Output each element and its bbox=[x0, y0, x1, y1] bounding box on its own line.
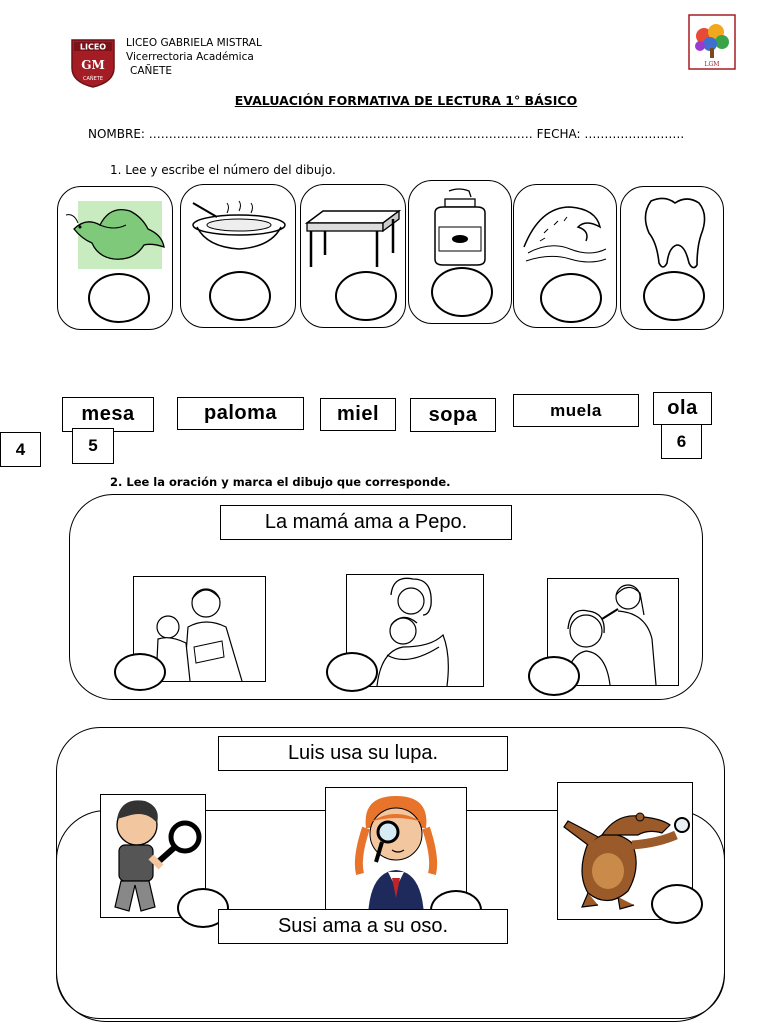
picture-card-soup bbox=[180, 184, 296, 328]
sentence-3: Susi ama a su oso. bbox=[218, 909, 508, 944]
answer-circle[interactable] bbox=[209, 271, 271, 321]
word-mesa[interactable]: mesa bbox=[62, 397, 154, 432]
name-label: NOMBRE: bbox=[88, 127, 149, 141]
picture-card-tooth bbox=[620, 186, 724, 330]
word-ola[interactable]: ola bbox=[653, 392, 712, 425]
answer-circle[interactable] bbox=[326, 652, 378, 692]
logo-text: LICEO bbox=[79, 42, 107, 52]
picture-card-table bbox=[300, 184, 406, 328]
honey-jar-drawing bbox=[425, 187, 495, 267]
picture-card-honey bbox=[408, 180, 512, 324]
student-line bbox=[88, 127, 684, 141]
table-drawing bbox=[303, 205, 403, 275]
city-name: CAÑETE bbox=[130, 65, 173, 77]
school-info bbox=[126, 36, 262, 78]
name-field[interactable]: …………………………………………………………………………………… bbox=[148, 127, 533, 141]
word-paloma[interactable]: paloma bbox=[177, 397, 304, 430]
tooth-drawing bbox=[637, 193, 711, 273]
right-logo bbox=[688, 14, 736, 70]
picture-card-wave bbox=[513, 184, 617, 328]
department-name: Vicerrectoria Académica bbox=[126, 51, 254, 63]
answer-circle[interactable] bbox=[88, 273, 150, 323]
answer-circle[interactable] bbox=[528, 656, 580, 696]
answer-circle[interactable] bbox=[643, 271, 705, 321]
school-logo bbox=[70, 38, 116, 88]
bird-drawing bbox=[64, 195, 168, 275]
svg-text:GM: GM bbox=[81, 58, 105, 72]
answer-circle[interactable] bbox=[335, 271, 397, 321]
answer-circle[interactable] bbox=[431, 267, 493, 317]
answer-circle[interactable] bbox=[114, 653, 166, 691]
answer-circle[interactable] bbox=[651, 884, 703, 924]
number-4[interactable]: 4 bbox=[0, 432, 41, 467]
wave-drawing bbox=[520, 197, 610, 269]
date-label: FECHA: bbox=[532, 127, 585, 141]
school-name: LICEO GABRIELA MISTRAL bbox=[126, 37, 262, 49]
logo-sub: CAÑETE bbox=[82, 76, 104, 82]
number-5[interactable]: 5 bbox=[72, 428, 114, 464]
answer-circle[interactable] bbox=[540, 273, 602, 323]
picture-card-bird bbox=[57, 186, 173, 330]
date-field[interactable]: ……………………. bbox=[584, 127, 685, 141]
number-6[interactable]: 6 bbox=[661, 424, 702, 459]
question-1-instruction: 1. Lee y escribe el número del dibujo. bbox=[110, 163, 336, 177]
page-title: EVALUACIÓN FORMATIVA DE LECTURA 1° BÁSICO bbox=[234, 93, 578, 108]
right-logo-text: LGM bbox=[704, 61, 720, 68]
sentence-1: La mamá ama a Pepo. bbox=[220, 505, 512, 540]
word-muela[interactable]: muela bbox=[513, 394, 639, 427]
sentence-2: Luis usa su lupa. bbox=[218, 736, 508, 771]
soup-bowl-drawing bbox=[187, 199, 291, 259]
word-sopa[interactable]: sopa bbox=[410, 398, 496, 432]
word-miel[interactable]: miel bbox=[320, 398, 396, 431]
question-2-instruction: 2. Lee la oración y marca el dibujo que corresponde. bbox=[110, 475, 451, 489]
